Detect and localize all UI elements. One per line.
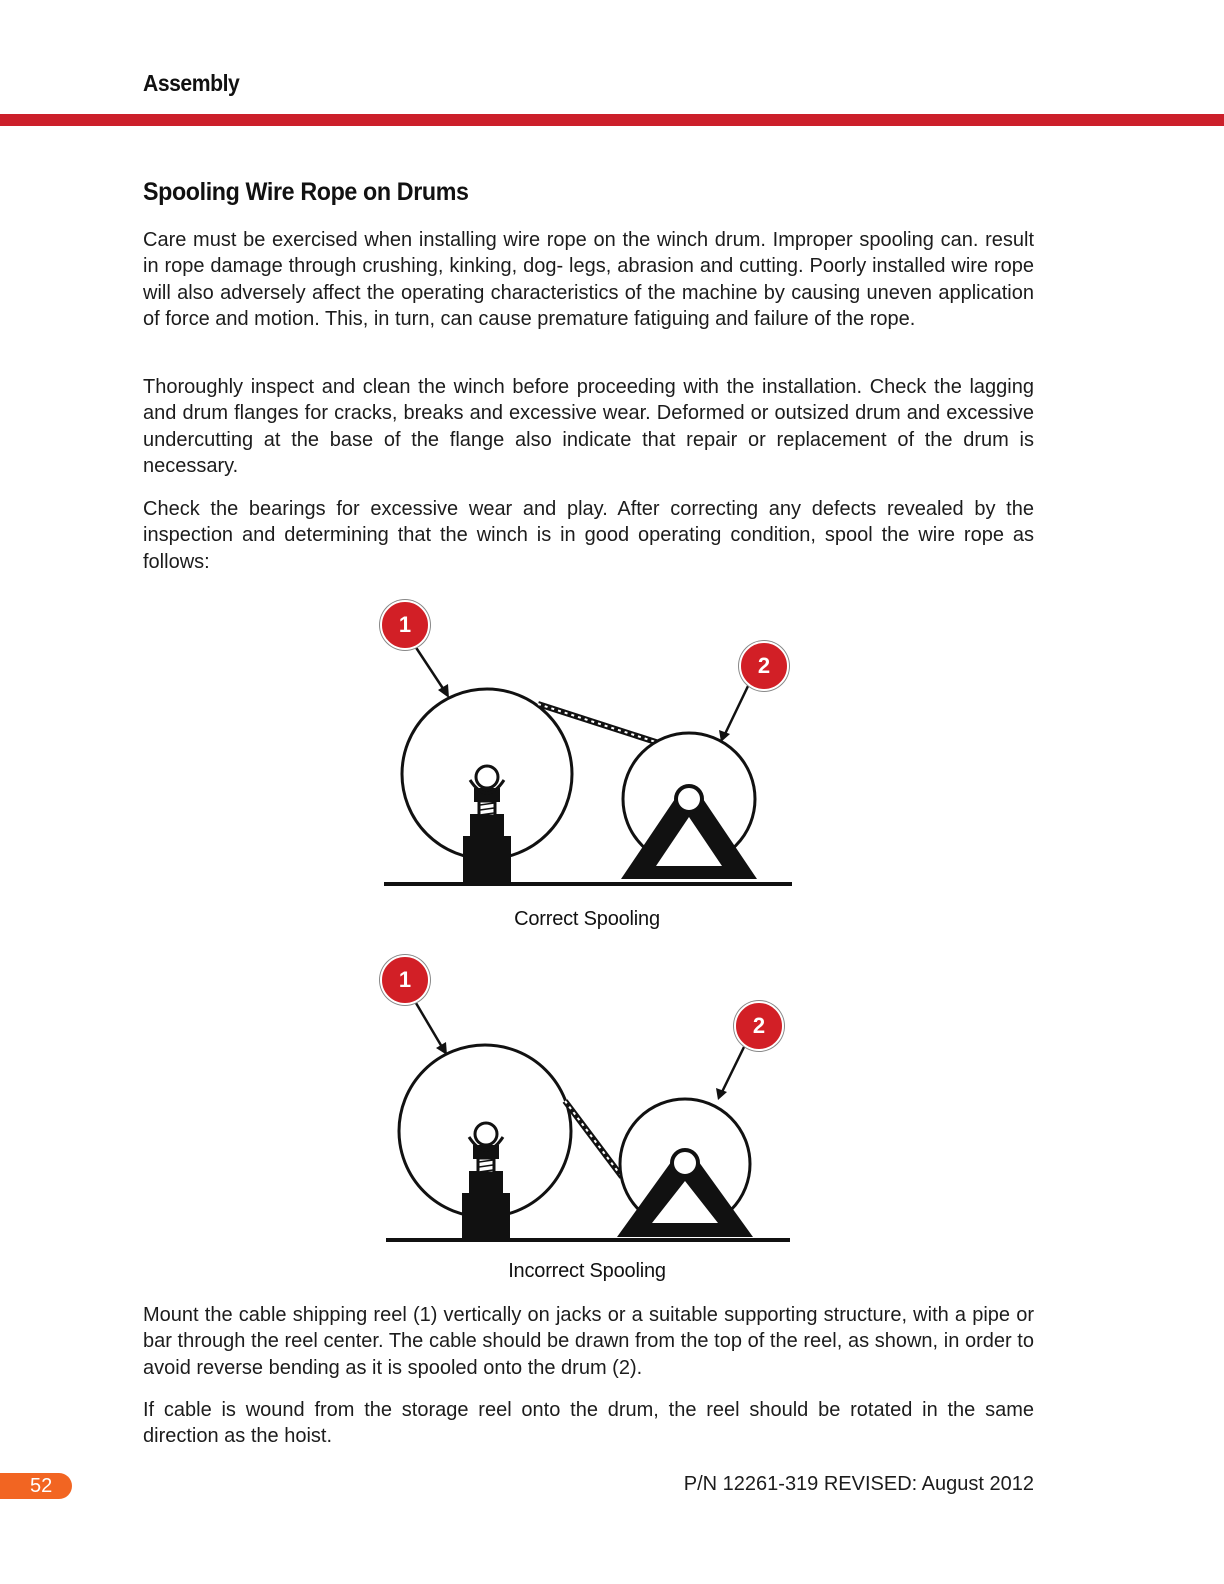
incorrect-spooling-figure: [370, 955, 800, 1250]
page-title: Spooling Wire Rope on Drums: [143, 178, 469, 206]
wire-rope: [565, 1101, 622, 1177]
callout-badge: 1: [380, 955, 430, 1005]
figure-caption: Incorrect Spooling: [508, 1260, 666, 1282]
callout-badge: 2: [739, 641, 789, 691]
callout-badge: 2: [734, 1001, 784, 1051]
callout-badge: 1: [380, 600, 430, 650]
paragraph-3: Check the bearings for excessive wear and play. After correcting any defects revealed by the inspection and determining that the winch is in good operating condition, spool the wire rope as follows:: [143, 498, 1034, 573]
paragraph-2: Thoroughly inspect and clean the winch before proceeding with the installation. Check the lagging and drum flanges for cracks, breaks and excessive wear. Deformed or outsized drum and excessive undercutting at the base of the flange also indicate that repair or replacement of the drum is necessary.: [143, 376, 1034, 478]
header-rule: [0, 114, 1224, 126]
paragraph-5: If cable is wound from the storage reel onto the drum, the reel should be rotated in the same direction as the hoist.: [143, 1399, 1034, 1448]
footer-reference: P/N 12261-319 REVISED: August 2012: [683, 1473, 1034, 1495]
paragraph-1: Care must be exercised when installing wire rope on the winch drum. Improper spooling can. result in rope damage through crushing, kinking, dog- legs, abrasion and cutting. Poorly installed wire rope will also adversely affect the operating characteristics of the machine by causing uneven application of force and motion. This, in turn, can cause premature fatiguing and failure of the rope.: [143, 229, 1034, 331]
page-number: 52: [0, 1473, 72, 1499]
correct-spooling-figure: [370, 596, 800, 896]
paragraph-4: Mount the cable shipping reel (1) vertically on jacks or a suitable supporting structure, with a pipe or bar through the reel center. The cable should be drawn from the top of the reel, as shown, in order to avoid reverse bending as it is spooled onto the drum (2).: [143, 1304, 1034, 1379]
section-header: Assembly: [143, 70, 240, 96]
figure-caption: Correct Spooling: [514, 908, 660, 930]
